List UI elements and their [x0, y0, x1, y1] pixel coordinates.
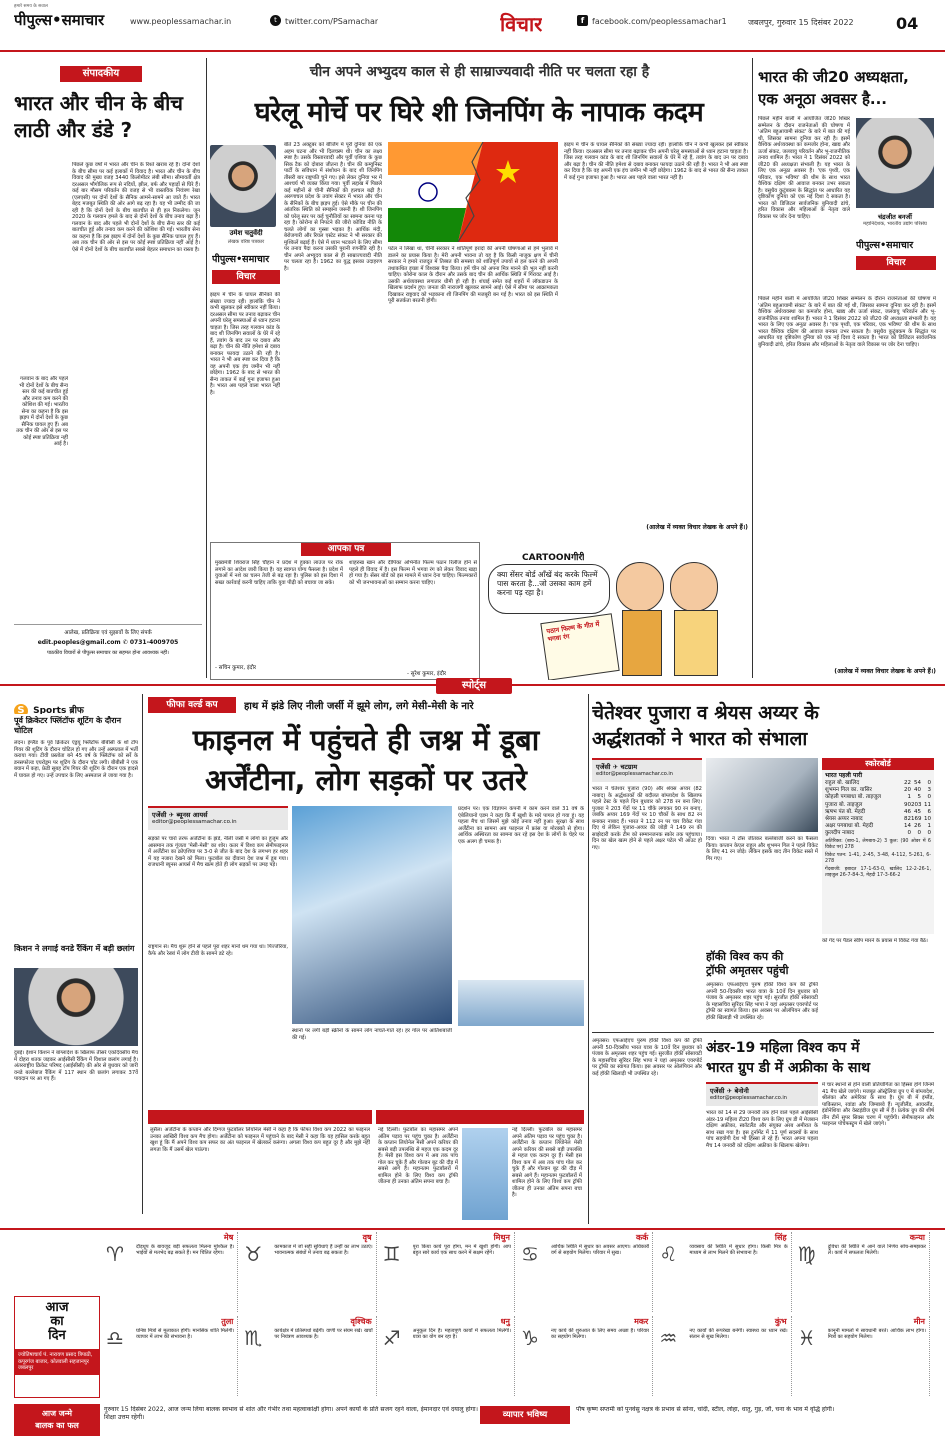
- zodiac-name: मीन: [913, 1317, 925, 1326]
- fours: 10: [924, 816, 931, 823]
- pujara-body: भारत ने चेतेश्वर पुजारा (90) और श्रेयस अय्यर (82 नाबाद) के अर्द्धशतकों की बदौलत बांग्लादेश के खिलाफ पहले टेस्ट के पहले दिन बुधवार को 278 रन बना लिए। पुजारा ने 203 गेंदों पर 11 चौके लगाकर 90 रन बनाए, जबकि अय्यर 169 गेंदों पर 10 चौकों के साथ 82 रन बनाकर नाबाद हैं। भारत ने 112 रन पर चार विकेट गंवा दिए थे लेकिन पुजारा-अय्यर की जोड़ी ने 149 रन की साझेदारी करके टीम को सम्मानजनक स्कोर तक पहुंचाया। दिन का खेल खत्म होने से पहले अक्षर पटेल भी आउट हो गए।: [592, 786, 702, 851]
- cartoon-woman-body: [674, 610, 718, 676]
- batter-figures: [901, 780, 931, 787]
- lead-col-3: झड़प में चीन के घायल सैनिकों की संख्या ज्यादा रही। हालांकि चीन ने कभी खुलकर इसे स्वीकार नहीं किया। दरअसल सीमा पर तनाव बढ़ाकर चीन अपनी घरेलू समस्याओं से ध्यान हटाना चाहता है। जिस तरह गलवान कांड के बाद शी जिनपिंग सवालों के घेरे में रहे हैं, तवांग के बाद उन पर दबाव और बढ़ा है। चीन की नीति हमेशा से दबाव बनाकर फायदा उठाने की रही है। भारत ने भी अब स्पष्ट कर दिया है कि वह अपनी एक इंच जमीन भी नहीं छोड़ेगा। 1962 के बाद से भारत की सैन्य ताकत में कई गुना इजाफा हुआ है। भारत अब पहले वाला भारत नहीं है।: [564, 142, 748, 181]
- masthead-tagline: हमारे समय के सवाल: [14, 4, 48, 9]
- cartoon-speech-bubble: क्या सेंसर बोर्ड आँखें बंद करके फिल्में पास करता है...जो उसका काम हमें करना पड़ रहा है।: [488, 564, 610, 614]
- batter-figures: [901, 787, 931, 794]
- market-label: व्यापार भविष्य: [480, 1406, 570, 1424]
- pujara-body-2: दिया। भारत ने टॉस जीतकर बल्लेबाजी करने का फैसला किया। कप्तान केएल राहुल और शुभमन गिल ने पहले विकेट के लिए 41 रन जोड़े। लेकिन इसके बाद तीन विकेट सस्ते में गिर गए।: [706, 836, 818, 862]
- batter-figures: [901, 794, 931, 801]
- g20-headline: [758, 66, 938, 110]
- lead-col-1: बीते 23 अक्टूबर को बीजिंग में पूरी दुनिया की एक अहम घटना और भी दिलचस्प थी। चीन का लक्ष्य स्पष्ट है। उसके विस्तारवादी और पूर्वी एशिया के कुछ सिक टैक को दोबारा जीतना है। चीन की कम्युनिस्ट पार्टी के सविधान में संशोधन के बाद शी जिनपिंग तीसरी बार राष्ट्रपति चुने गए। इसे लेकर दुनिया भर में आश्चर्य भी व्यक्त किया गया। पूर्वी लद्दाख में पिछले कई महीनों से चीनी सैनिकों की हलचल बढ़ी है। अरुणाचल प्रदेश के तवांग सेक्टर में भारत और चीन के सैनिकों के बीच झड़प हुई। ऐसे मौके पर चीन की आंतरिक स्थिति को समझना जरूरी है। शी जिनपिंग को घरेलू स्तर पर कई चुनौतियों का सामना करना पड़ रहा है। कोरोना से निपटने की जीरो कोविड नीति के चलते लोगों का गुस्सा भड़का है। आर्थिक मंदी, बेरोजगारी और रियल एस्टेट संकट ने भी सरकार की मुश्किलें बढ़ाई हैं। ऐसे में ध्यान भटकाने के लिए सीमा पर तनाव पैदा करना उसकी पुरानी रणनीति रही है। चीन अपने अभ्युदय काल से ही साम्राज्यवादी नीति पर चलता रहा है। 1962 का युद्ध इसका उदाहरण है।: [284, 142, 382, 272]
- lead-logo: पीपुल्स•समाचार: [212, 254, 270, 265]
- u19-email[interactable]: editor@peoplessamachar.co.in: [710, 1095, 787, 1101]
- fours: 0: [927, 794, 931, 801]
- balls: 169: [911, 816, 922, 823]
- batter-figures: [901, 830, 931, 837]
- zodiac-glyph-icon: ♊: [382, 1242, 401, 1266]
- g20-headline-line-1: भारत की जी20 अध्यक्षता,: [758, 68, 909, 86]
- letters-box: [210, 542, 480, 680]
- u19-byline: एजेंसी ✈ बेनोनी editor@peoplessamachar.co.in: [706, 1082, 818, 1106]
- batter-name: राहुल बो. खालिद: [825, 780, 860, 786]
- batter-figures: [901, 816, 931, 823]
- zodiac-prediction: कामकाज में जो सही सुविधाएं हैं उन्हीं का लाभ उठाएं। भावनात्मक संबंधों में तनाव बढ़ सकता है।: [274, 1244, 373, 1257]
- zodiac-sign-0: [104, 1232, 238, 1312]
- balls: 5: [917, 794, 921, 801]
- cartoon-woman-face: [670, 562, 718, 612]
- pujara-byline-place: चटग्राम: [620, 763, 638, 771]
- hockey-headline: [706, 950, 822, 978]
- fifa-caption-right: स्थानों पर लगी बड़ी स्क्रीनों के सामने लोग नाचते-गाते रहे। हर गोल पर आतिशबाजी की गई।: [292, 1028, 452, 1041]
- zodiac-name: मिथुन: [493, 1233, 510, 1242]
- footer-email[interactable]: edit.peoples@gmail.com: [37, 639, 121, 646]
- batter-figures: [901, 802, 931, 809]
- sub1-title: फाइनल होगा मेसी का आखिरी विश्व कप मैच: [194, 1112, 326, 1121]
- batter-name: ऋषभ पंत बो. मेहदी: [825, 808, 866, 815]
- facebook-icon: f: [577, 15, 588, 26]
- zodiac-sign-3: [519, 1232, 653, 1312]
- zodiac-prediction: पूरा किया कार्य पूरा होगा, मन में खुशी होगी। आप बहुत सारे कार्य एक साथ करने में सक्षम रहेंगे।: [412, 1244, 511, 1257]
- astrologer-note: ज्योतिषाचार्य पं. नारायण प्रसाद त्रिपाठी, कपूरगंज बाजार, कोतवाली सहजानपुर जबलपुर: [15, 1349, 99, 1375]
- zodiac-sign-7: [242, 1316, 376, 1396]
- messi-achievement-box: [376, 1110, 584, 1220]
- zodiac-sign-8: [381, 1316, 515, 1396]
- zodiac-glyph-icon: ♉: [244, 1242, 263, 1266]
- column-divider: [142, 694, 143, 1214]
- fifa-headline-line-2: अर्जेंटीना, लोग सड़कों पर उतरे: [205, 763, 527, 797]
- ishan-kishan-photo: [14, 968, 138, 1046]
- fifa-kicker: हाथ में झंडे लिए नीली जर्सी में झूमे लोग, लगे मेसी-मेसी के नारे: [244, 701, 474, 712]
- zodiac-sign-2: [381, 1232, 515, 1312]
- horoscope-rule: [0, 1228, 945, 1230]
- g20-disclaimer: (आलेख में व्यक्त विचार लेखक के अपने हैं।): [834, 668, 936, 675]
- runs: 22: [904, 780, 911, 786]
- zodiac-prediction: कार्यक्षेत्र में प्रतिस्पर्धा बढ़ेगी। वाणी पर संयम रखें। खर्चों पर नियंत्रण आवश्यक है।: [274, 1328, 373, 1341]
- sub2-title: बड़ी उपलब्धि से एक कदम दूर मेसी: [428, 1112, 532, 1121]
- pujara-headline: [592, 700, 934, 752]
- zodiac-glyph-icon: ♌: [659, 1242, 678, 1266]
- dateline: जबलपुर, गुरुवार 15 दिसंबर 2022: [748, 18, 854, 27]
- batter-name: अक्षर पगबाधा बो. मेहदी: [825, 823, 874, 830]
- runs: 82: [904, 816, 911, 823]
- zodiac-prediction: नए कार्यों की रूपरेखा बनेगी। स्वास्थ्य का ध्यान रखें। संतान से सुख मिलेगा।: [689, 1328, 788, 1341]
- fans-street-photo: [458, 980, 584, 1026]
- zodiac-glyph-icon: ♓: [797, 1326, 816, 1350]
- zodiac-prediction: आर्थिक स्थिति में सुधार का अवसर आएगा। अधिकारी वर्ग से सहयोग मिलेगा। परिवार में सुख।: [551, 1244, 650, 1257]
- u19-headline-line-2: भारत ग्रुप डी में अफ्रीका के साथ: [706, 1060, 871, 1076]
- fifa-headline: [148, 720, 584, 800]
- scorecard-box: [822, 758, 934, 934]
- pujara-headline-line-2: अर्द्धशतकों ने भारत को संभाला: [592, 728, 808, 750]
- fours: 0: [927, 780, 931, 786]
- g20-author-name: चंद्रजीत बनर्जी: [878, 213, 912, 221]
- pujara-batting-photo: [706, 758, 818, 832]
- batter-figures: [901, 823, 931, 830]
- sub2-body: नई दिल्ली। फुटबॉल का महासमर अपने अंतिम पड़ाव पर पहुंच चुका है। अर्जेंटीना के कप्तान लियोनेल मेसी अपने करियर की सबसे बड़ी उपलब्धि से महज एक कदम दूर हैं। मेसी इस विश्व कप में अब तक पांच गोल कर चुके हैं और गोल्डन बूट की दौड़ में सबसे आगे हैं। महानतम फुटबॉलरों में शामिल होने के लिए विश्व कप ट्रॉफी जीतना ही उनका अंतिम सपना बचा है।: [378, 1127, 458, 1185]
- zodiac-sign-10: [657, 1316, 791, 1396]
- zodiac-glyph-icon: ♑: [521, 1326, 539, 1350]
- lead-section-tag: विचार: [212, 270, 280, 284]
- website-link[interactable]: www.peoplessamachar.in: [130, 17, 232, 26]
- lead-disclaimer: (आलेख में व्यक्त विचार लेखक के अपने हैं।): [646, 524, 748, 531]
- fifa-email[interactable]: editor@peoplessamachar.co.in: [152, 819, 237, 825]
- runs: 1: [907, 794, 911, 801]
- lead-col-2: पटेल ने लिखा था, चीनी सरकार ने शांतिपूर्ण इरादों की अपनी घोषणाओं से हमें भुलावे में डालने का प्रयास किया है। मेरी अपनी भावना तो यह है कि किसी नाजुक क्षण में चीनी सरकार ने हमारे राजदूत में तिब्बत की समस्या को शांतिपूर्ण उपायों से हल करने की अपनी तथाकथित इच्छा में विश्वास पैदा किया। हमें चीन को अपना मित्र मानने की भूल नहीं करनी चाहिए। कोरोना काल के दौरान और उसके बाद चीन की आर्थिक स्थिति में गिरावट आई है। उसकी अर्थव्यवस्था लगातार धीमी हो रही है। शंघाई समेत कई शहरों में लॉकडाउन के खिलाफ प्रदर्शन हुए। जनता की नाराजगी खुलकर सामने आई। ऐसे में सीमा पर आक्रामकता दिखाकर राष्ट्रवाद को भड़काना शी जिनपिंग की मजबूरी बन गई है। भारत को इस स्थिति में पूरी सतर्कता बरतनी होगी।: [388, 246, 558, 304]
- lead-kicker: चीन अपने अभ्युदय काल से ही साम्राज्यवादी नीति पर चलता रहा है: [309, 64, 650, 80]
- g20-logo: पीपुल्स•समाचार: [856, 240, 914, 251]
- zodiac-glyph-icon: ♍: [797, 1242, 816, 1266]
- sub1-body: लुसैल। अर्जेंटीना के कप्तान और दिग्गज फुटबॉलर लियोनेल मेसी ने कहा है कि फीफा विश्व कप 2022 का फाइनल उनका आखिरी विश्व कप मैच होगा। अर्जेंटीना को फाइनल में पहुंचाने के बाद मेसी ने कहा कि यह हासिल करके बहुत खुश हूं कि मैं अपने विश्व कप सफर का अंत फाइनल में खेलकर करूंगा। अगला विश्व कप बहुत दूर है और मुझे नहीं लगता कि मैं उसमें खेल पाऊंगा।: [150, 1127, 370, 1153]
- born-today-text: गुरुवार 15 दिसंबर 2022, आज जन्म लिया बालक स्वभाव से शांत और गंभीर तथा महत्वाकांक्षी होगा। अपने कार्यों के प्रति सजग रहने वाला, ईमानदार एवं दयालु होगा। शिक्षा उत्तम रहेगी।: [104, 1406, 478, 1421]
- fifa-body-2: प्रदर्शन पर। एक विज्ञापन कंपनी में काम करने वाले 31 वर्ष के एंबेलियानो एडम ने कहा कि मैं खुशी के मारे पागल हो गया हूं। यह पहला मैच था जिसमें मुझे कोई तनाव नहीं हुआ। सुरक्षा के साथ अर्जेंटीना का सामना अब फाइनल में फ्रांस या मोरक्को से होगा। आर्थिक अस्थिरता का सामना कर रहे इस देश के लोगों के चेहरे पर एक अलग ही चमक है।: [458, 806, 584, 845]
- scorecard-title: स्कोरबोर्ड: [822, 758, 934, 770]
- runs: 46: [904, 808, 911, 815]
- balls: 45: [914, 808, 921, 815]
- pujara-email[interactable]: editor@peoplessamachar.co.in: [596, 771, 673, 777]
- masthead-logo: पीपुल्स•समाचार: [14, 11, 105, 29]
- u19-headline-line-1: अंडर-19 महिला विश्व कप में: [706, 1040, 860, 1056]
- scorecard-fall: विकेट पतन: 1-41, 2-45, 3-48, 4-112, 5-261, 6-278: [825, 852, 931, 864]
- letter-2: शाहरुख खान और दीपिका अभिनीत फिल्म पठान रिलीज होने से पहले ही विवाद में है। इस फिल्म में भगवा रंग को लेकर विवाद खड़ा हो गया है। सेंसर बोर्ड को इस मामले में ध्यान देना चाहिए। फिल्मकारों को भी जनभावनाओं का सम्मान करना चाहिए।: [349, 560, 477, 586]
- letter-2-signature: - सुरेश कुमार, इंदौर: [407, 671, 447, 677]
- messi-last-match-box: [148, 1110, 372, 1220]
- section-title: विचार: [500, 12, 543, 36]
- letter-1: मुख्यमंत्री शिवराज सिंह चौहान ने प्रदेश में हुक्का लाउंज पर रोक लगाने का आदेश जारी किया है। यह स्वागत योग्य फैसला है। प्रदेश में युवाओं में नशे का चलन तेजी से बढ़ रहा है। पुलिस को इस दिशा में सख्त कार्रवाई करनी चाहिए ताकि युवा पीढ़ी को बचाया जा सके।: [215, 560, 343, 586]
- cartoon-title: CARTOONगीरी: [522, 553, 585, 563]
- g20-section-tag: विचार: [856, 256, 936, 270]
- zodiac-prediction: दौड़धूप के बावजूद बड़ी सफलता मिलना मुश्किल है। भाईयों से मतभेद बढ़ सकते हैं। मन चिंतित रहेगा।: [136, 1244, 235, 1257]
- g20-body-top: पिछले महीने बाली में आयोजित जी20 शिखर सम्मेलन के दौरान राजनेताओं की घोषणा में 'अंतिम बहुआयामी संकट' के बारे में बात की गई थी, जिसका सामना दुनिया कर रही है। इसमें वैश्विक अर्थव्यवस्था का कमजोर होना, खाद्य और ऊर्जा संकट, जलवायु परिवर्तन और भू-राजनीतिक तनाव शामिल हैं। भारत ने 1 दिसंबर 2022 को जी20 की अध्यक्षता संभाली है। यह भारत के लिए एक अनूठा अवसर है। 'एक पृथ्वी, एक परिवार, एक भविष्य' की थीम के साथ भारत वैश्विक दक्षिण की आवाज बनकर उभर सकता है। वसुधैव कुटुंबकम के सिद्धांत पर आधारित यह दृष्टिकोण दुनिया को एक नई दिशा दे सकता है। भारत को डिजिटल सार्वजनिक बुनियादी ढांचे, हरित विकास और महिलाओं के नेतृत्व वाले विकास पर जोर देना चाहिए।: [758, 116, 850, 220]
- fifa-tag: फीफा वर्ल्ड कप: [148, 697, 236, 713]
- u19-byline-agency: एजेंसी: [710, 1087, 725, 1095]
- editorial-footer: [14, 624, 202, 674]
- zodiac-sign-5: [796, 1232, 930, 1312]
- zodiac-glyph-icon: ♋: [521, 1242, 539, 1266]
- brief-1-body: लंदन। इंग्लैंड के पूर्व क्रिकेटर एंड्रयू फ्लिंटॉफ बीबीसी के शो टॉप गियर की शूटिंग के दौरान चोटिल हो गए और उन्हें अस्पताल में भर्ती कराया गया। टीवी प्रस्तोता बने 45 वर्ष के फ्लिंटॉफ को सर्रे के डनसफोल्ड एयरोड्रम पर शूटिंग के दौरान चोट लगी। बीबीसी ने एक बयान में कहा, फ्रेडी सुबह टॉप गियर की शूटिंग के दौरान एक हादसे में घायल हो गए। उन्हें उपचार के लिए अस्पताल ले जाया गया है।: [14, 740, 138, 779]
- runs: 90: [904, 801, 911, 808]
- lead-headline: घरेलू मोर्चे पर घिरे शी जिनपिंग के नापाक कदम: [254, 97, 704, 128]
- twitter-icon: t: [270, 15, 281, 26]
- zodiac-glyph-icon: ♎: [106, 1326, 124, 1350]
- cartoon-newspaper: पठान फिल्म के गीत में भगवा रंग: [540, 613, 619, 680]
- sports-brief-header: [14, 698, 138, 714]
- zodiac-prediction: घनिष्ठ मित्रों से मुलाकात होगी। मानसिक शांति मिलेगी। व्यापार में लाभ की संभावना है।: [136, 1328, 235, 1341]
- zodiac-name: मकर: [634, 1317, 649, 1326]
- scorecard-innings: भारत पहली पारी: [825, 772, 863, 779]
- brief-1-headline: पूर्व क्रिकेटर फ्लिंटॉफ शूटिंग के दौरान चोटिल: [14, 716, 122, 735]
- batter-name: श्रेयस अय्यर नाबाद: [825, 816, 863, 823]
- zodiac-sign-4: [657, 1232, 791, 1312]
- editorial-tag: संपादकीय: [60, 66, 142, 82]
- hockey-body-cont: अमृतसर। एफआईएच पुरुष हॉकी विश्व कप की ट्रॉफी अपनी 50-दिवसीय भारत यात्रा के 10वें दिन बुधवार को पंजाब के अमृतसर शहर पहुंच गई। सुरजीत हॉकी सोसायटी के महासचिव सुरिंदर सिंह भापा ने यहां अमृतसर एयरपोर्ट पर ट्रॉफी का स्वागत किया। इस अवसर पर ओलंपियन और कई हॉकी खिलाड़ी भी उपस्थित रहे।: [592, 1038, 702, 1077]
- lead-author-name: उमेश चतुर्वेदी: [229, 229, 263, 237]
- batter-name: कुलदीप नाबाद: [825, 830, 855, 837]
- column-divider: [588, 694, 589, 1224]
- brief-2-headline: किशन ने लगाई वनडे रैंकिंग में बड़ी छलांग: [14, 944, 135, 953]
- runs: 14: [904, 823, 911, 830]
- fifa-body-1: सड़कों पर चारों तरफ अर्जेंटीना के झंडे, नीली जर्सी में लोगों का हुजूम और आसमान तक गूंजता 'मेसी-मेसी' का शोर। कतर में विश्व कप सेमीफाइनल में अर्जेंटीना का क्रोएशिया पर 3-0 से जीत के बाद देश के लगभग हर शहर में यह नजारा देखने को मिला। फुटबॉल का दीवाना देश जश्न में डूब गया। राजधानी ब्यूनस आयर्स में मैच खत्म होते ही लोग सड़कों पर उमड़ पड़े।: [148, 836, 288, 868]
- zodiac-prediction: दुविधा की स्थिति में आने वाले निर्णय सोच-समझकर लें। कार्य में सफलता मिलेगी।: [827, 1244, 926, 1257]
- editorial-title: भारत और चीन के बीच लाठी और डंडे ?: [14, 91, 183, 142]
- sports-ball-icon: S: [14, 704, 28, 714]
- column-divider: [752, 58, 753, 678]
- zodiac-name: धनु: [500, 1317, 510, 1326]
- zodiac-grid: [104, 1232, 934, 1400]
- fifa-headline-line-1: फाइनल में पहुंचते ही जश्न में डूबा: [192, 723, 540, 757]
- sports-brief-title: Sports ब्रीफ: [33, 706, 84, 714]
- hockey-headline-line-2: ट्रॉफी अमृतसर पहुंची: [706, 964, 789, 977]
- fifa-byline: एजेंसी ✈ ब्यूनस आयर्स editor@peoplessamachar.co.in: [148, 806, 288, 830]
- pujara-byline-agency: एजेंसी: [596, 763, 611, 771]
- pujara-headline-line-1: चेतेश्वर पुजारा व श्रेयस अय्यर के: [592, 702, 819, 724]
- scorecard-row: [825, 794, 931, 801]
- zodiac-sign-9: [519, 1316, 653, 1396]
- phone-icon: ✆: [122, 639, 130, 646]
- zodiac-name: मेष: [223, 1233, 234, 1242]
- balls: 26: [914, 823, 921, 830]
- u19-headline: [706, 1038, 934, 1078]
- editorial-body: पिछले कुछ वर्षों में भारत और चीन के रिश्ते खराब रहे हैं। दोनों देशों के बीच सीमा पर कई इलाकों में विवाद है। भारत और चीन के बीच विवाद की मुख्य वजह 3440 किलोमीटर लंबी सीमा। सीमावर्ती क्षेत्र दरअसल भौगोलिक रूप से नदियों, झील, बर्फ और पहाड़ों से घिरे हैं। कई बार मौसम परिवर्तन की वजह से भी वास्तविक नियंत्रण रेखा (एलएसी) पर दोनों देशों के सैनिक आमने-सामने आ जाते हैं। भारत बेहद मजबूत स्थिति की ओर आगे बढ़ रहा है। यह भी उम्मीद की जा रही है कि दोनों देशों के बीच बातचीत से ही हल निकलेगा। जून 2020 के गलवान हमले के बाद से दोनों देशों के बीच तनाव बढ़ा है। गलवान के बाद और पहले भी दोनों देशों के बीच सैन्य स्तर की कई बातचीत हुई और तनाव कम करने की कोशिश की गई। भारतीय सेना का कहना है कि इस झड़प में दोनों देशों के कुछ सैनिक घायल हुए हैं। अब तक चीन की ओर से इस पर कोई स्पष्ट प्रतिक्रिया नहीं आई है। ऐसे में दोनों देशों के बीच बातचीत सबसे बेहतर समाधान का रास्ता है।: [72, 162, 200, 253]
- zodiac-sign-6: [104, 1316, 238, 1396]
- u19-byline-place: बेनोनी: [734, 1087, 749, 1095]
- g20-author-photo: [856, 118, 934, 208]
- zodiac-prediction: कानूनी मामलों में सावधानी बरतें। आर्थिक लाभ होगा। मित्रों का सहयोग मिलेगा।: [827, 1328, 926, 1341]
- sports-band: स्पोर्ट्स: [436, 678, 512, 694]
- footer-contact-label: आलेख, प्रतिक्रिया एवं सुझावों के लिए संपर्क: [64, 630, 152, 636]
- fours: 6: [927, 808, 931, 815]
- hockey-headline-line-1: हॉकी विश्व कप की: [706, 950, 784, 963]
- market-text: पौष कृष्ण सप्तमी को पुनर्वसु नक्षत्र के प्रभाव से सोना, चांदी, स्टील, लोहा, धातु, गुड़, जौ, चना के भाव में वृद्धि होगी।: [576, 1406, 835, 1413]
- zodiac-name: कुंभ: [774, 1317, 787, 1326]
- zodiac-sign-1: [242, 1232, 376, 1312]
- letters-title: आपका पत्र: [301, 542, 391, 556]
- g20-author-role: महानिदेशक, भारतीय उद्योग परिसंघ: [863, 221, 927, 227]
- g20-body: पिछले महीने बाली में आयोजित जी20 शिखर सम्मेलन के दौरान राजनेताओं की घोषणा में 'अंतिम बहुआयामी संकट' के बारे में बात की गई थी, जिसका सामना दुनिया कर रही है। इसमें वैश्विक अर्थव्यवस्था का कमजोर होना, खाद्य और ऊर्जा संकट, जलवायु परिवर्तन और भू-राजनीतिक तनाव शामिल हैं। भारत ने 1 दिसंबर 2022 को जी20 की अध्यक्षता संभाली है। यह भारत के लिए एक अनूठा अवसर है। 'एक पृथ्वी, एक परिवार, एक भविष्य' की थीम के साथ भारत वैश्विक दक्षिण की आवाज बनकर उभर सकता है। वसुधैव कुटुंबकम के सिद्धांत पर आधारित यह दृष्टिकोण दुनिया को एक नई दिशा दे सकता है। भारत को डिजिटल सार्वजनिक बुनियादी ढांचे, हरित विकास और महिलाओं के नेतृत्व वाले विकास पर जोर देना चाहिए।: [758, 296, 936, 348]
- fours: 3: [927, 787, 931, 794]
- scorecard-row: [825, 809, 931, 816]
- zodiac-prediction: अनुकूल दिन है। महत्वपूर्ण कार्यों में सफलता मिलेगी। यात्रा का योग बन रहा है।: [412, 1328, 511, 1341]
- twitter-link[interactable]: twitter.com/PSamachar: [285, 17, 379, 26]
- zodiac-name: कन्या: [909, 1233, 925, 1242]
- fours: 0: [927, 830, 931, 837]
- zodiac-name: वृश्चिक: [350, 1317, 372, 1326]
- fifa-caption-left: राष्ट्रगान से। मैच शुरू होने से पहले पूरा शहर मानो थम गया था। पिज्जेरिया, कैफे और रेस्त्रां में लोग टीवी के सामने डटे रहे।: [148, 944, 288, 957]
- batter-name: शुभमन गिल का. यासिर: [825, 787, 872, 794]
- cartoon-man-body: [622, 610, 662, 676]
- zodiac-glyph-icon: ♒: [659, 1326, 678, 1350]
- pujara-byline: एजेंसी ✈ चटग्राम editor@peoplessamachar.co.in: [592, 758, 702, 782]
- hockey-body: अमृतसर। एफआईएच पुरुष हॉकी विश्व कप की ट्रॉफी अपनी 50-दिवसीय भारत यात्रा के 10वें दिन बुधवार को पंजाब के अमृतसर शहर पहुंच गई। सुरजीत हॉकी सोसायटी के महासचिव सुरिंदर सिंह भापा ने यहां अमृतसर एयरपोर्ट पर ट्रॉफी का स्वागत किया। इस अवसर पर ओलंपियन और कई हॉकी खिलाड़ी भी उपस्थित रहे।: [706, 982, 818, 1021]
- fours: 11: [924, 801, 931, 808]
- today-box: [14, 1296, 100, 1398]
- page-number: 04: [896, 14, 919, 33]
- column-divider: [206, 58, 207, 678]
- fifa-byline-place: ब्यूनस आयर्स: [176, 811, 208, 819]
- lead-author-role: लेखक वरिष्ठ पत्रकार: [227, 239, 265, 245]
- scorecard-bowling: गेंदबाजी: इबादत 17-1-63-0, खालिद 12-2-26-1, ताइजुल 26-7-84-3, मेहदी 17-3-66-2: [825, 866, 931, 878]
- zodiac-name: तुला: [221, 1317, 234, 1326]
- zodiac-name: कर्क: [636, 1233, 649, 1242]
- zodiac-name: सिंह: [774, 1233, 787, 1242]
- letter-1-signature: - सचिन कुमार, इंदौर: [215, 665, 257, 671]
- balls: 203: [911, 801, 922, 808]
- balls: 0: [917, 830, 921, 837]
- sub2-body-cont: नई दिल्ली। फुटबॉल का महासमर अपने अंतिम पड़ाव पर पहुंच चुका है। अर्जेंटीना के कप्तान लियोनेल मेसी अपने करियर की सबसे बड़ी उपलब्धि से महज एक कदम दूर हैं। मेसी इस विश्व कप में अब तक पांच गोल कर चुके हैं और गोल्डन बूट की दौड़ में सबसे आगे हैं। महानतम फुटबॉलरों में शामिल होने के लिए विश्व कप ट्रॉफी जीतना ही उनका अंतिम सपना बचा है।: [512, 1127, 582, 1198]
- lead-col-1b: झड़प में चीन के घायल सैनिकों की संख्या ज्यादा रही। हालांकि चीन ने कभी खुलकर इसे स्वीकार नहीं किया। दरअसल सीमा पर तनाव बढ़ाकर चीन अपनी घरेलू समस्याओं से ध्यान हटाना चाहता है। जिस तरह गलवान कांड के बाद शी जिनपिंग सवालों के घेरे में रहे हैं, तवांग के बाद उन पर दबाव और बढ़ा है। चीन की नीति हमेशा से दबाव बनाकर फायदा उठाने की रही है। भारत ने भी अब स्पष्ट कर दिया है कि वह अपनी एक इंच जमीन भी नहीं छोड़ेगा। 1962 के बाद से भारत की सैन्य ताकत में कई गुना इजाफा हुआ है। भारत अब पहले वाला भारत नहीं है।: [210, 292, 280, 396]
- zodiac-sign-11: [796, 1316, 930, 1396]
- batter-name: कोहली पगबाधा बो. ताइजुल: [825, 794, 881, 801]
- runs: 20: [904, 787, 911, 794]
- scorecard-rows: [822, 780, 934, 838]
- facebook-link[interactable]: facebook.com/peoplessamachar1: [592, 17, 727, 26]
- zodiac-prediction: व्यवसाय की स्थिति में सुधार होगा। किसी मित्र के माध्यम से लाभ मिलने की संभावना है।: [689, 1244, 788, 1257]
- today-title: आज का दिन: [45, 1300, 69, 1343]
- cartoon-man-face: [616, 562, 664, 612]
- messi-photo: [462, 1128, 508, 1220]
- masthead: [0, 0, 945, 52]
- balls: 54: [914, 780, 921, 786]
- india-china-flag-image: [388, 142, 558, 242]
- argentina-fans-photo: [292, 806, 452, 1024]
- batter-figures: [901, 809, 931, 816]
- fours: 1: [927, 823, 931, 830]
- lead-author-photo: [210, 145, 276, 227]
- brief-2-body: दुबई। ईशान किशन ने बांग्लादेश के खिलाफ तीसरे एकदिवसीय मैच में दोहरा शतक जड़कर आईसीसी रैंकिंग में विशाल छलांग लगाई है। अंतरराष्ट्रीय क्रिकेट परिषद (आईसीसी) की ओर से बुधवार को जारी वनडे बल्लेबाज रैंकिंग में 117 स्थान की छलांग लगाकर 37वें पायदान पर आ गए हैं।: [14, 1050, 138, 1082]
- born-today-label: आज जन्मे बालक का फल: [14, 1404, 100, 1436]
- scorecard-row: [825, 830, 931, 837]
- footer-phone: 0731-4009705: [129, 639, 179, 646]
- editorial-side-note: गलवान के बाद और पहले भी दोनों देशों के बीच सैन्य स्तर की कई बातचीत हुई और तनाव कम करने की कोशिश की गई। भारतीय सेना का कहना है कि इस झड़प में दोनों देशों के कुछ सैनिक घायल हुए हैं। अब तक चीन की ओर से इस पर कोई स्पष्ट प्रतिक्रिया नहीं आई है।: [16, 376, 68, 447]
- zodiac-glyph-icon: ♈: [106, 1242, 124, 1266]
- footer-disclaimer: पाठकीय विचारों से पीपुल्स समाचार का सहमत होना आवश्यक नहीं।: [47, 650, 169, 656]
- pujara-body-3: को गेंद पर पैडल स्वीप मारने के प्रयास में विकेट गंवा बैठे।: [822, 938, 928, 944]
- cartoon-box: [484, 548, 750, 680]
- balls: 40: [914, 787, 921, 794]
- zodiac-glyph-icon: ♐: [382, 1326, 401, 1350]
- scorecard-row: [825, 802, 931, 809]
- zodiac-name: वृष: [362, 1233, 372, 1242]
- scorecard-extras: अतिरिक्त: (बाय-1, लेगबाय-2) 3 कुल: (90 ओवर में 6 विकेट पर) 278: [825, 838, 931, 850]
- zodiac-glyph-icon: ♏: [244, 1326, 263, 1350]
- u19-body: भारत को 14 से 29 जनवरी तक होने वाले पहले आईसीसी अंडर-19 महिला टी20 विश्व कप के लिए ग्रुप डी में मेजबान दक्षिण अफ्रीका, स्कॉटलैंड और संयुक्त अरब अमीरात के साथ रखा गया है। इस टूर्नामेंट में 11 पूर्ण सदस्यों के साथ पांच सहयोगी देश भी हिस्सा ले रहे हैं। भारत अपना पहला मैच 14 जनवरी को दक्षिण अफ्रीका के खिलाफ खेलेगा।: [706, 1110, 818, 1149]
- u19-body-2: में चार स्थानों से होने वाली प्रतियोगिता का हिस्सा होंगे जिनमें 41 मैच खेले जाएंगे। मजबूत ऑस्ट्रेलिया ग्रुप ए में बांग्लादेश, श्रीलंका और अमेरिका के साथ है। ग्रुप बी में इंग्लैंड, पाकिस्तान, रवांडा और जिम्बाब्वे हैं। न्यूजीलैंड, आयरलैंड, इंडोनेशिया और वेस्टइंडीज ग्रुप सी में हैं। प्रत्येक ग्रुप की शीर्ष तीन टीमें सुपर सिक्स चरण में पहुंचेंगी। सेमीफाइनल और फाइनल पोचेफस्ट्रूम में खेले जाएंगे।: [822, 1082, 934, 1127]
- g20-headline-line-2: एक अनूठा अवसर है...: [758, 90, 888, 108]
- section-divider: [592, 1032, 934, 1033]
- batter-name: पुजारा बो. ताइजुल: [825, 801, 863, 808]
- zodiac-prediction: नए कार्य की शुरुआत के लिए समय अच्छा है। परिवार का सहयोग मिलेगा।: [551, 1328, 650, 1341]
- runs: 0: [907, 830, 911, 837]
- fifa-byline-agency: एजेंसी: [152, 811, 167, 819]
